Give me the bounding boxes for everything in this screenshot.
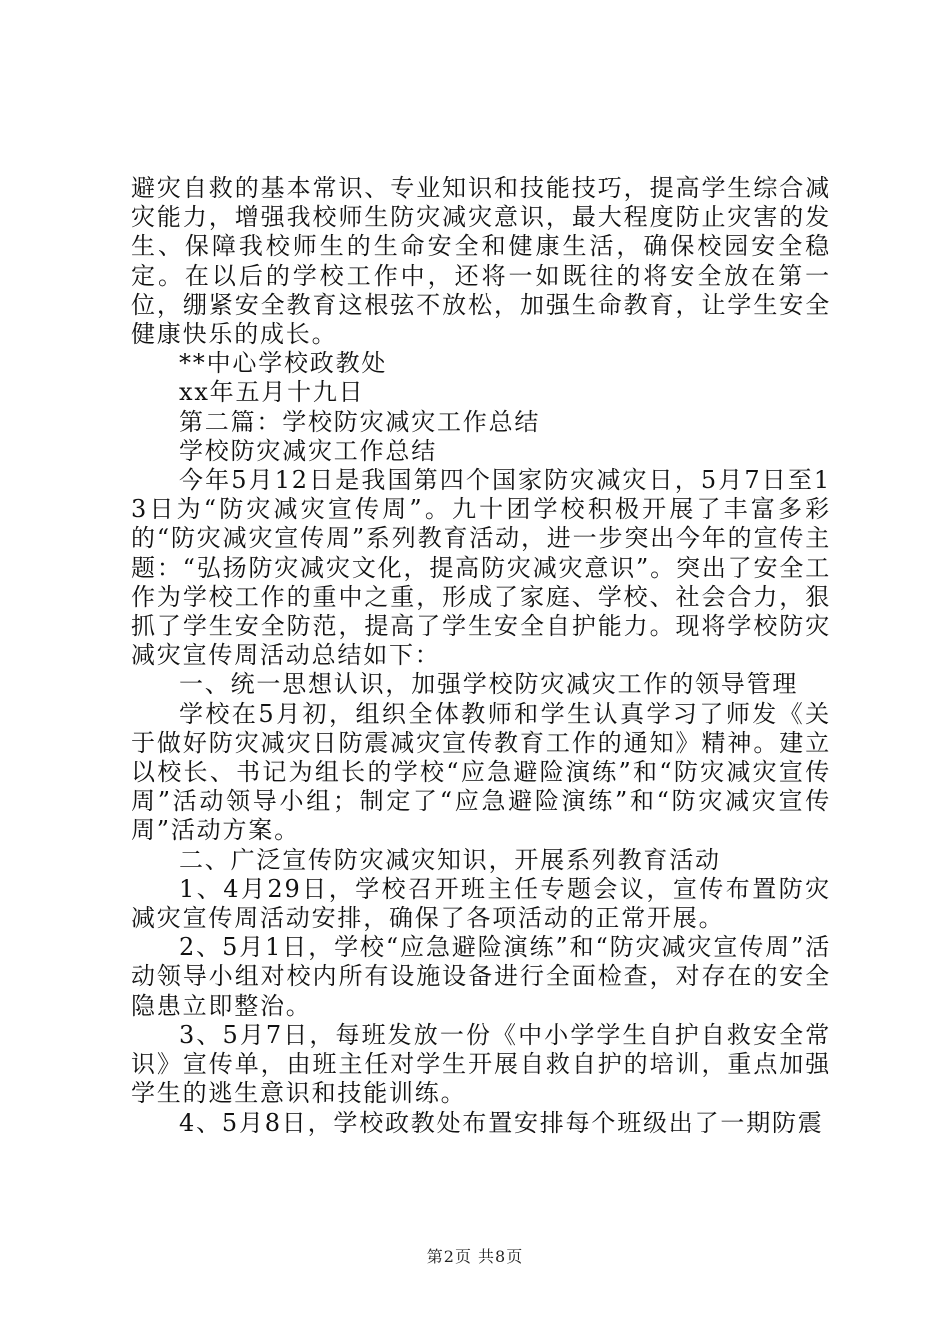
- list-item-2: 2、5月1日，学校“应急避险演练”和“防灾减灾宣传周”活动领导小组对校内所有设施设备进行全面检查，对存在的安全隐患立即整治。: [131, 933, 831, 1020]
- document-title: 学校防灾减灾工作总结: [179, 436, 437, 465]
- section-heading-one: 一、统一思想认识，加强学校防灾减灾工作的领导管理: [179, 670, 799, 699]
- page-number-footer: 第2页 共8页: [426, 1247, 524, 1266]
- list-item-4: 4、5月8日，学校政教处布置安排每个班级出了一期防震: [179, 1108, 824, 1137]
- paragraph-introduction: 今年5月12日是我国第四个国家防灾减灾日，5月7日至13日为“防灾减灾宣传周”。九十团学校积极开展了丰富多彩的“防灾减灾宣传周”系列教育活动，进一步突出今年的宣传主题：“弘扬防灾减灾文化，提高防灾减灾意识”。突出了安全工作为学校工作的重中之重，形成了家庭、学校、社会合力，狠抓了学生安全防范，提高了学生安全自护能力。现将学校防灾减灾宣传周活动总结如下：: [131, 466, 831, 670]
- signature-organization: **中心学校政教处: [179, 349, 388, 378]
- document-body: [131, 174, 831, 1138]
- list-item-3: 3、5月7日，每班发放一份《中小学学生自护自救安全常识》宣传单，由班主任对学生开展自救自护的培训，重点加强学生的逃生意识和技能训练。: [131, 1020, 831, 1108]
- section-heading-two: 二、广泛宣传防灾减灾知识，开展系列教育活动: [179, 845, 721, 874]
- paragraph-leadership: 学校在5月初，组织全体教师和学生认真学习了师发《关于做好防灾减灾日防震减灾宣传教育工作的通知》精神。建立以校长、书记为组长的学校“应急避险演练”和“防灾减灾宣传周”活动领导小组；制定了“应急避险演练”和“防灾减灾宣传周”活动方案。: [131, 699, 831, 845]
- paragraph-closing-summary: 避灾自救的基本常识、专业知识和技能技巧，提高学生综合减灾能力，增强我校师生防灾减灾意识，最大程度防止灾害的发生、保障我校师生的生命安全和健康生活，确保校园安全稳定。在以后的学校工作中，还将一如既往的将安全放在第一位，绷紧安全教育这根弦不放松，加强生命教育，让学生安全健康快乐的成长。: [131, 174, 831, 349]
- signature-date: xx年五月十九日: [179, 378, 365, 407]
- section-heading-part-two: 第二篇：学校防灾减灾工作总结: [179, 407, 541, 436]
- list-item-1: 1、4月29日，学校召开班主任专题会议，宣传布置防灾减灾宣传周活动安排，确保了各项活动的正常开展。: [131, 874, 831, 933]
